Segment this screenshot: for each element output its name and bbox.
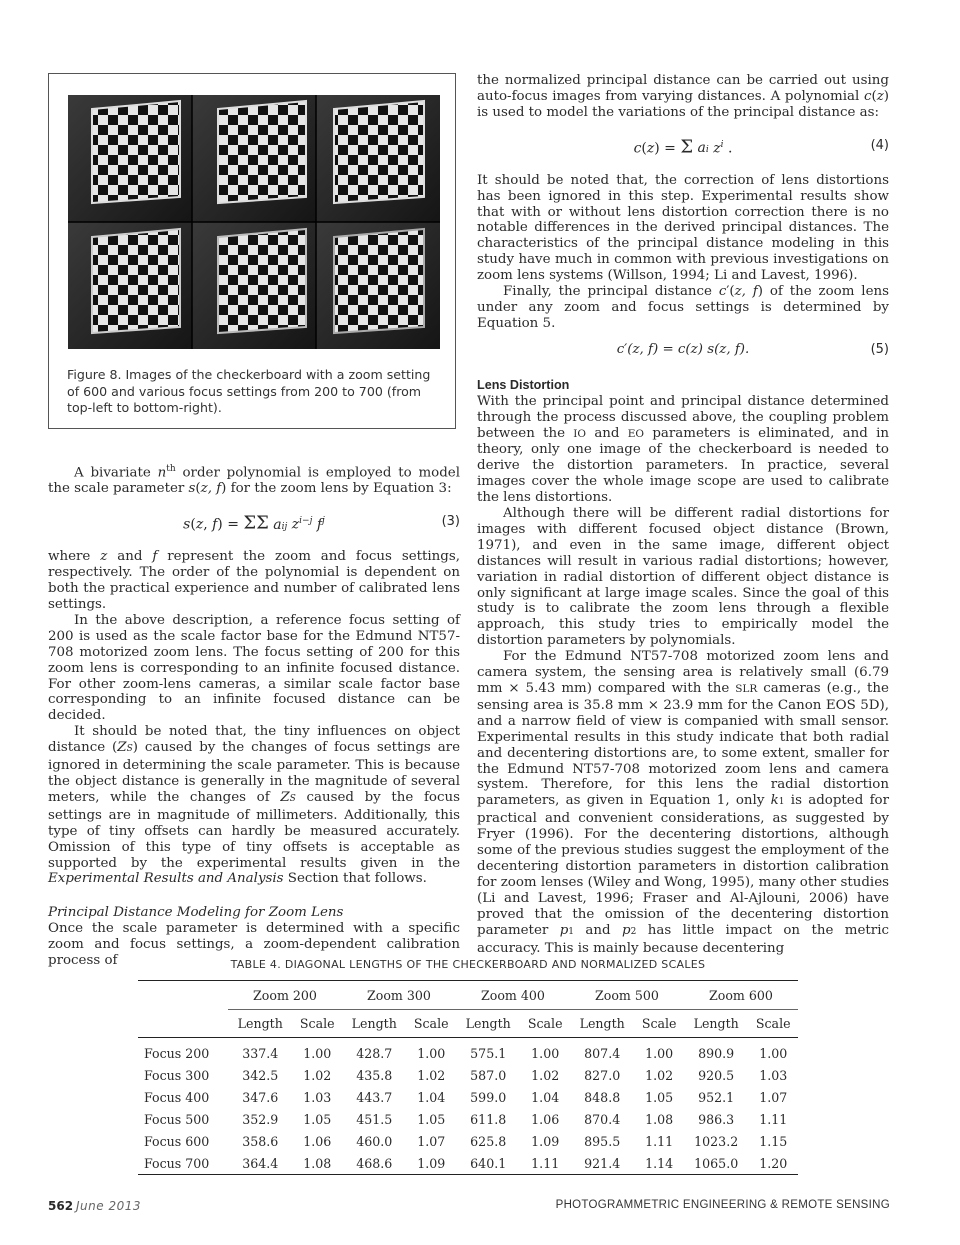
table-cell: 1.11 <box>520 1152 570 1175</box>
table-cell: 1.08 <box>645 1111 674 1127</box>
row-label: Focus 400 <box>144 1089 210 1105</box>
table-cell: 468.6 <box>342 1152 406 1175</box>
table-cell: 1.08 <box>292 1152 342 1175</box>
table-cell: 1.00 <box>759 1045 788 1061</box>
table-cell: 1023.2 <box>694 1133 739 1149</box>
table-cell: 1.11 <box>645 1133 674 1149</box>
table-cell: 1.02 <box>645 1067 674 1083</box>
paragraph: In the above description, a reference focus setting of 200 is used as the scale factor base for the Edmund NT57-708 motorized zoom lens. The focus setting of 200 for this zoom lens is corresponding to an infinite focused distance. For other zoom-lens cameras, a similar scale factor base corresponding to an infinite focused distance can be decided. <box>48 612 460 724</box>
table-cell: 1.11 <box>759 1111 788 1127</box>
table-cell: 1.04 <box>531 1089 560 1105</box>
table-cell: 435.8 <box>356 1067 393 1083</box>
table-row <box>138 1152 798 1175</box>
table-cell: 342.5 <box>242 1067 279 1083</box>
table-cell: 1.00 <box>417 1045 446 1061</box>
length-header: Length <box>456 1010 520 1038</box>
table-cell: 1.14 <box>634 1152 684 1175</box>
row-label: Focus 700 <box>138 1152 228 1175</box>
table-cell: 890.9 <box>698 1045 735 1061</box>
table-cell: 895.5 <box>584 1133 621 1149</box>
table-cell: 1.05 <box>417 1111 446 1127</box>
table-cell: 428.7 <box>356 1045 393 1061</box>
table-cell: 358.6 <box>242 1133 279 1149</box>
table-cell: 640.1 <box>456 1152 520 1175</box>
paragraph: It should be noted that, the tiny influences on object distance (ZS) caused by the changes of focus settings are ignored in determining the scale parameter. This is because the object distance is generally in the magnitude of several meters, while the changes of ZS caused by the focus settings are in magnitude of millimeters. Additionally, this type of tiny offsets can hardly be measured accurately. Omission of this type of tiny offsets is acceptable as supported by the experimental results given in the Experimental Results and Analysis Section that follows. <box>48 724 461 887</box>
table-cell: 575.1 <box>470 1045 507 1061</box>
table-cell: 807.4 <box>584 1045 621 1061</box>
table-cell: 1.03 <box>303 1089 332 1105</box>
table-cell: 364.4 <box>228 1152 292 1175</box>
page-footer <box>48 1199 890 1215</box>
table-cell: 1.06 <box>531 1111 560 1127</box>
table-cell: 352.9 <box>242 1111 279 1127</box>
paragraph: It should be noted that, the correction of lens distortions has been ignored in this step. Experimental results show that with or without lens distortion correction there is no notable differences in the derived principal distances. The characteristics of the principal distance modeling in this study have much in common with previous investigations on zoom lens systems (Willson, 1994; Li and Lavest, 1996). <box>477 172 889 284</box>
table-row <box>138 1086 798 1108</box>
equation-number: (5) <box>870 341 889 357</box>
checkerboard-image-grid <box>68 95 440 349</box>
left-column <box>48 462 460 969</box>
issue-date: June 2013 <box>76 1199 141 1213</box>
table-cell: 921.4 <box>570 1152 634 1175</box>
zoom-header: Zoom 500 <box>570 981 684 1010</box>
row-label: Focus 600 <box>144 1133 210 1149</box>
section-heading: Lens Distortion <box>477 377 570 392</box>
table-cell: 1.00 <box>645 1045 674 1061</box>
table-cell: 848.8 <box>584 1089 621 1105</box>
table-cell: 587.0 <box>470 1067 507 1083</box>
length-header: Length <box>570 1010 634 1038</box>
table-cell: 1065.0 <box>684 1152 748 1175</box>
table-cell: 986.3 <box>698 1111 735 1127</box>
table-cell: 1.20 <box>748 1152 798 1175</box>
journal-name: PHOTOGRAMMETRIC ENGINEERING & REMOTE SENSING <box>555 1199 890 1211</box>
length-header: Length <box>684 1010 748 1038</box>
table-cell: 1.06 <box>303 1133 332 1149</box>
table-row <box>138 1108 798 1130</box>
equation-3: s(z, f) = ΣΣ aij $z^{i-j}$ $f^j$ (3) <box>183 512 460 534</box>
paragraph: the normalized principal distance can be carried out using auto-focus images from varying distances. A polynomial c(z) is used to model the variations of the principal distance as: <box>477 73 889 120</box>
scale-header: Scale <box>292 1010 342 1038</box>
row-label: Focus 200 <box>144 1045 210 1061</box>
paragraph: Although there will be different radial distortions for images with different focused object distance (Brown, 1971), and even in the same image, different object distances will result in various radial distortions; however, variation in radial distortion of different object distance is only significant at large image scales. Since the goal of this study is to calibrate the zoom lens through a flexible approach, this study tries to empirically model the distortion parameters by polynomials. <box>477 506 889 649</box>
table-cell: 1.03 <box>759 1067 788 1083</box>
scale-header: Scale <box>634 1010 684 1038</box>
table-cell: 1.02 <box>417 1067 446 1083</box>
table-cell: 1.02 <box>303 1067 332 1083</box>
scale-header: Scale <box>748 1010 798 1038</box>
checkerboard-images-icon <box>68 95 440 349</box>
length-header: Length <box>342 1010 406 1038</box>
scale-header: Scale <box>520 1010 570 1038</box>
table-cell: 1.09 <box>406 1152 456 1175</box>
equation-number: (3) <box>441 514 460 530</box>
table-cell: 827.0 <box>584 1067 621 1083</box>
zoom-header: Zoom 300 <box>342 981 456 1010</box>
table-row <box>138 1038 798 1065</box>
right-column <box>477 73 889 956</box>
paragraph: With the principal point and principal distance determined through the process discussed above, the coupling problem between the IO and EO parameters is eliminated, and in theory, only one image of the checkerboard is needed to derive the distortion parameters. In practice, several images cover the whole image scope are used to calibrate the lens distortions. <box>477 393 889 506</box>
table-cell: 625.8 <box>470 1133 507 1149</box>
paragraph: where z and f represent the zoom and focus settings, respectively. The order of the polynomial is dependent on both the practical experience and number of calibrated lens settings. <box>48 549 460 612</box>
table-cell: 451.5 <box>356 1111 393 1127</box>
row-label: Focus 300 <box>144 1067 210 1083</box>
paragraph: For the Edmund NT57-708 motorized zoom lens and camera system, the sensing area is relatively small (6.79 mm × 5.43 mm) compared with the SLR cameras (e.g., the sensing area is 35.8 mm × 23.9 mm for the Canon EOS 5D), and a narrow field of view is companied with small sensor. Experimental results in this study indicate that both radial and decentering distortions are, to some extent, smaller for the Edmund NT57-708 motorized zoom lens and camera system. Therefore, for this lens the radial distortion parameters, as given in Equation 1, only k1 is adopted for practical and convenient considerations, as suggested by Fryer (1996). For the decentering distortions, although some of the previous studies suggest the employment of the decentering distortion parameters in distortion calibration for zoom lenses (Wiley and Wong, 1995), many other studies (Li and Lavest, 1996; Fraser and Al-Ajlouni, 2006) have proved that the omission of the decentering distortion parameter p1 and p2 has little impact on the metric accuracy. This is mainly because decentering <box>477 649 889 956</box>
table-cell: 1.04 <box>417 1089 446 1105</box>
paragraph: Once the scale parameter is determined with a specific zoom and focus settings, a zoom-dependent calibration process of <box>48 921 460 969</box>
zoom-header: Zoom 600 <box>684 981 798 1010</box>
table-row <box>138 1064 798 1086</box>
table-cell: 1.09 <box>531 1133 560 1149</box>
table-cell: 1.02 <box>531 1067 560 1083</box>
table-cell: 611.8 <box>470 1111 507 1127</box>
table-cell: 1.07 <box>759 1089 788 1105</box>
table-cell: 347.6 <box>242 1089 279 1105</box>
table-caption: TABLE 4. DIAGONAL LENGTHS OF THE CHECKERBOARD AND NORMALIZED SCALES <box>230 958 706 971</box>
equation-5: c′(z, f) = c(z) s(z, f). (5) <box>616 341 889 357</box>
page-number: 562 <box>48 1199 74 1213</box>
paragraph: Finally, the principal distance c′(z, f) of the zoom lens under any zoom and focus settings is determined by Equation 5. <box>477 284 889 331</box>
row-label: Focus 500 <box>144 1111 210 1127</box>
equation-number: (4) <box>870 137 889 153</box>
table-cell: 1.05 <box>645 1089 674 1105</box>
table-cell: 460.0 <box>356 1133 393 1149</box>
table-cell: 1.00 <box>303 1045 332 1061</box>
length-header: Length <box>228 1010 292 1038</box>
table-cell: 952.1 <box>698 1089 735 1105</box>
table-4 <box>138 958 798 1175</box>
table-cell: 443.7 <box>356 1089 393 1105</box>
scale-header: Scale <box>406 1010 456 1038</box>
table-cell: 1.05 <box>303 1111 332 1127</box>
table-cell: 870.4 <box>584 1111 621 1127</box>
table-cell: 1.00 <box>531 1045 560 1061</box>
data-table <box>138 980 798 1175</box>
table-cell: 599.0 <box>470 1089 507 1105</box>
figure-8 <box>48 73 456 429</box>
equation-4: c(z) = Σ ai $z^i$ . (4) <box>633 136 889 158</box>
figure-caption: Figure 8. Images of the checkerboard with a zoom setting of 600 and various focus settings from 200 to 700 (from top-left to bottom-right). <box>67 367 431 415</box>
table-cell: 920.5 <box>698 1067 735 1083</box>
zoom-header: Zoom 200 <box>228 981 342 1010</box>
table-row <box>138 1130 798 1152</box>
table-cell: 337.4 <box>242 1045 279 1061</box>
zoom-header: Zoom 400 <box>456 981 570 1010</box>
table-cell: 1.15 <box>759 1133 788 1149</box>
table-cell: 1.07 <box>417 1133 446 1149</box>
paragraph: A bivariate $n^{th}$ order polynomial is employed to model the scale parameter s(z, f) for the zoom lens by Equation 3: <box>48 464 460 497</box>
section-heading: Principal Distance Modeling for Zoom Lens <box>48 905 344 921</box>
